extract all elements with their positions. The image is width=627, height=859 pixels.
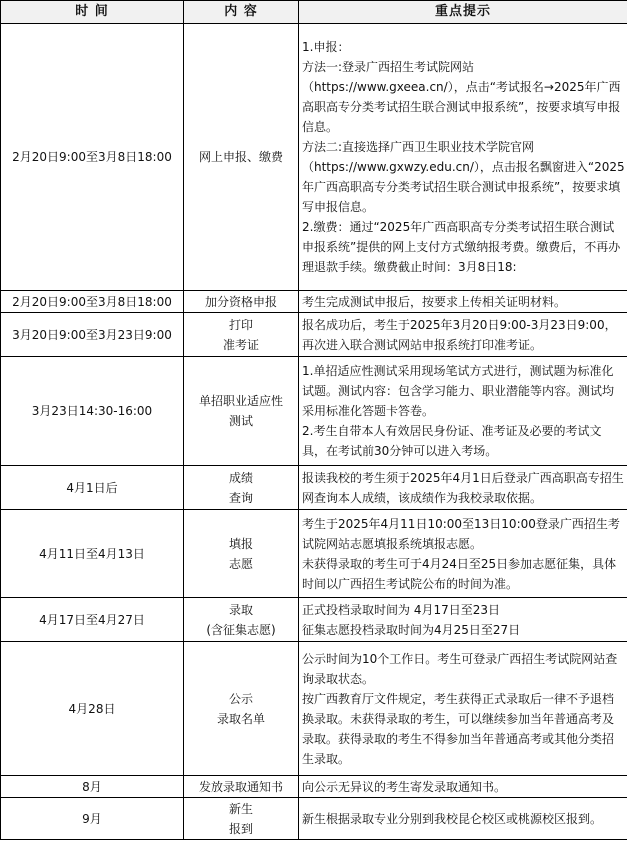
row-content: 单招职业适应性 测试 xyxy=(184,357,299,466)
row-tips: 正式投档录取时间为 4月17日至23日 征集志愿投档录取时间为4月25日至27日 xyxy=(299,598,627,642)
row-content: 录取 (含征集志愿) xyxy=(184,598,299,642)
header-time: 时 间 xyxy=(1,1,184,24)
row-time: 4月11日至4月13日 xyxy=(1,510,184,598)
row-tips: 考生完成测试申报后，按要求上传相关证明材料。 xyxy=(299,291,627,313)
table-row xyxy=(1,313,627,357)
row-time: 8月 xyxy=(1,776,184,798)
row-time: 9月 xyxy=(1,798,184,840)
row-content: 打印 准考证 xyxy=(184,313,299,357)
table-row xyxy=(1,466,627,510)
table-row xyxy=(1,642,627,776)
row-tips: 考生于2025年4月11日10:00至13日10:00登录广西招生考试院网站志愿填报系统填报志愿。 未获得录取的考生可于4月24日至25日参加志愿征集，具体时间以广西招生考试院公布的时间为准。 xyxy=(299,510,627,598)
row-tips: 报名成功后，考生于2025年3月20日9:00-3月23日9:00，再次进入联合测试网站申报系统打印准考证。 xyxy=(299,313,627,357)
header-tips: 重点提示 xyxy=(299,1,627,24)
header-content: 内 容 xyxy=(184,1,299,24)
table-row xyxy=(1,291,627,313)
row-content: 网上申报、缴费 xyxy=(184,24,299,291)
row-content: 填报 志愿 xyxy=(184,510,299,598)
row-time: 3月20日9:00至3月23日9:00 xyxy=(1,313,184,357)
table-row xyxy=(1,357,627,466)
row-time: 4月28日 xyxy=(1,642,184,776)
row-tips: 公示时间为10个工作日。考生可登录广西招生考试院网站查询录取状态。 按广西教育厅文件规定，考生获得正式录取后一律不予退档换录取。未获得录取的考生，可以继续参加当年普通高考及录取。获得录取的考生不得参加当年普通高考或其他分类招生录取。 xyxy=(299,642,627,776)
row-content: 公示 录取名单 xyxy=(184,642,299,776)
table-header-row xyxy=(1,1,627,24)
row-content: 加分资格申报 xyxy=(184,291,299,313)
row-time: 3月23日14:30-16:00 xyxy=(1,357,184,466)
table-row xyxy=(1,798,627,840)
row-content: 发放录取通知书 xyxy=(184,776,299,798)
row-time: 4月1日后 xyxy=(1,466,184,510)
row-time: 4月17日至4月27日 xyxy=(1,598,184,642)
row-time: 2月20日9:00至3月8日18:00 xyxy=(1,24,184,291)
row-content: 成绩 查询 xyxy=(184,466,299,510)
row-tips: 新生根据录取专业分别到我校昆仑校区或桃源校区报到。 xyxy=(299,798,627,840)
table-row xyxy=(1,776,627,798)
row-tips: 向公示无异议的考生寄发录取通知书。 xyxy=(299,776,627,798)
row-tips: 报读我校的考生须于2025年4月1日后登录广西高职高专招生网查询本人成绩，该成绩作为我校录取依据。 xyxy=(299,466,627,510)
row-tips: 1.单招适应性测试采用现场笔试方式进行，测试题为标准化试题。测试内容：包含学习能力、职业潜能等内容。测试均采用标准化答题卡答卷。 2.考生自带本人有效居民身份证、准考证及必要的考试文具，在考试前30分钟可以进入考场。 xyxy=(299,357,627,466)
row-content: 新生 报到 xyxy=(184,798,299,840)
row-time: 2月20日9:00至3月8日18:00 xyxy=(1,291,184,313)
row-tips: 1.申报： 方法一:登录广西招生考试院网站 （https://www.gxeea.cn/），点击“考试报名→2025年广西高职高专分类考试招生联合测试申报系统”，按要求填写申报信息。 方法二:直接选择广西卫生职业技术学院官网 （https://www.gxwzy.edu.cn/），点击报名飘窗进入“2025年广西高职高专分类考试招生联合测试申报系统”，按要求填写申报信息。 2.缴费：通过“2025年广西高职高专分类考试招生联合测试申报系统”提供的网上支付方式缴纳报考费。缴费后，不再办理退款手续。缴费截止时间：3月8日18: xyxy=(299,24,627,291)
table-row xyxy=(1,598,627,642)
table-row xyxy=(1,24,627,291)
table-row xyxy=(1,510,627,598)
